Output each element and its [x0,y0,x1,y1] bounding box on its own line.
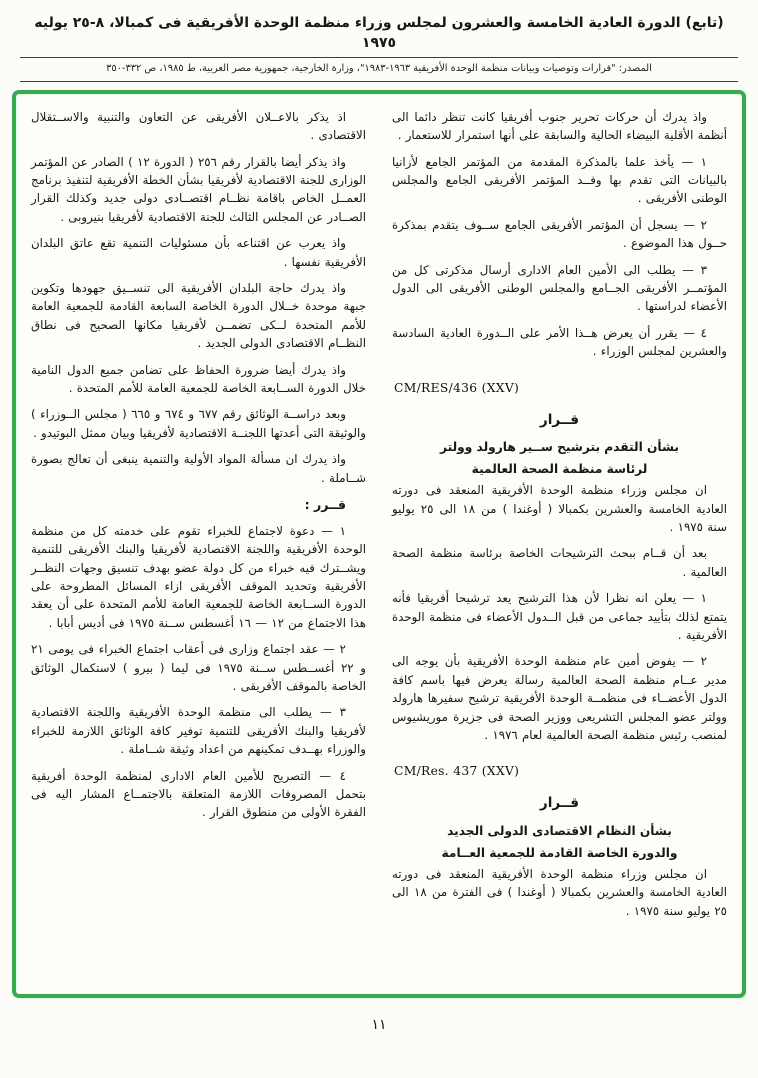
paragraph: ٢ — عقد اجتماع وزارى فى أعقاب اجتماع الخبراء فى يومى ٢١ و ٢٢ أغســطس ســنة ١٩٧٥ فى ليما ( بيرو ) لاستكمال الوثائق الخاصة بالموقف الأفريقى . [31,642,366,694]
resolution-437-heading: قــرار [539,795,580,812]
paragraph: وبعد دراســة الوثائق رقم ٦٧٧ و ٦٧٤ و ٦٦٥ ( مجلس الــوزراء ) والوثيقة التى أعدتها اللجنــة الاقتصادية لأفريقيا وبيان ممثل البوتيدو . [31,407,366,440]
paragraph: ٤ — التصريح للأمين العام الادارى لمنظمة الوحدة أفريقية بتحمل المصروفات اللازمة المتعلقة بالاجتمــاع المشار اليه فى الفقرة الأولى من منطوق القرار . [31,768,366,820]
header-divider-top [20,57,738,58]
page-footer [12,1014,746,1033]
document-title: (تابع) الدورة العادية الخامسة والعشرون لمجلس وزراء منظمة الوحدة الأفريقية فى كمبالا، ٨-٢٥ يوليه ١٩٧٥ [34,15,724,51]
paragraph: ان مجلس وزراء منظمة الوحدة الأفريقية المنعقد فى دورته العادية الخامسة والعشرين بكمبالا ( أوغندا ) من ١٨ الى ٢٥ يوليو سنة ١٩٧٥ . [392,483,727,535]
resolution-437-subtitle-line-2: والدورة الخاصة القادمة للجمعية العــامة [441,845,678,860]
document-header [12,14,746,82]
resolution-code-436: CM/RES/436 (XXV) [394,380,520,395]
header-divider-bottom [20,81,738,82]
paragraph: ٢ — يفوض أمين عام منظمة الوحدة الأفريقية بأن يوجه الى مدير عــام منظمة الصحة العالمية رسالة يعرض فيها باسم كافة الدول الأعضــاء فى منظمــة الوحدة الأفريقية ترشيح سفيرها هارولد وولتر عضو المجلس التشريعى ووزير الصحة فى جزيرة موريشيوس لمنصب رئيس منظمة الصحة العالمية لعام ١٩٧٦ . [392,654,727,742]
paragraph: ٢ — يسجل أن المؤتمر الأفريقى الجامع ســوف يتقدم بمذكرة حــول هذا الموضوع . [392,217,727,251]
paragraph: ٣ — يطلب الى منظمة الوحدة الأفريقية واللجنة الاقتصادية لأفريقيا والبنك الأفريقى للتنمية توفير كافة الوثائق اللازمة للخبراء والوزراء بهــدف تمكينهم من اعداد وثيقة شــاملة . [31,705,366,757]
paragraph: ٤ — يقرر أن يعرض هــذا الأمر على الــدورة العادية السادسة والعشرين لمجلس الوزراء . [392,325,727,359]
column-right [392,108,727,984]
paragraph: واذ يذكر أيضا بالقرار رقم ٢٥٦ ( الدورة ١٢ ) الصادر عن المؤتمر الوزارى للجنة الاقتصادية لأفريقيا بشأن الخطة الأفريقية لتنفيذ برنامج العمــل الخاص باقامة نظــام اقتصــادى دولى جديد وكذلك القرار الصــادر عن المجلس الثالث للجنة الاقتصادية لأفريقيا بنيروبى . [31,154,366,224]
paragraph: واذ يدرك ان مسألة المواد الأولية والتنمية ينبغى أن تعالج بصورة شــاملة . [31,452,366,485]
paragraph: ان مجلس وزراء منظمة الوحدة الأفريقية المنعقد فى دورته العادية الخامسة والعشرين بكمبالا ( أوغندا ) فى الفترة من ١٨ الى ٢٥ يوليو سنة ١٩٧٥ . [392,866,727,918]
paragraph: اذ يذكر بالاعــلان الأفريقى عن التعاون والتنبية والاســتقلال الاقتصادى . [31,109,366,143]
paragraph: واذ يدرك أن حركات تحرير جنوب أفريقيا كانت تنظر دائما الى أنظمة الأقلية البيضاء الحالية والسابقة على أنها استمرار للاستعمار . [392,109,727,143]
paragraph: ١ — يعلن انه نظرا لأن هذا الترشيح يعد ترشيحا أفريقيا فأنه يتمتع لذلك بتأييد جماعى من قبل الــدول الأعضاء فى منظمة الوحدة الأفريقية . [392,591,727,642]
paragraph: واذ يدرك حاجة البلدان الأفريقية الى تنســيق جهودها وتكوين جبهة موحدة خــلال الدورة الخاصة السابعة القادمة للجمعية العامة للأمم المتحدة لــكى تضمــن لأفريقيا مكانها الصحيح فى نطاق النظــام الاقتصادى الدولى الجديد . [31,281,366,351]
content-border-box [12,90,746,998]
source-note: المصدر: "قرارات وتوصيات وبيانات منظمة الوحدة الأفريقية ١٩٦٣-١٩٨٣"، وزارة الخارجية، جمهورية مصر العربية، ط ١٩٨٥، ص ٣٣٢-٣٥٠ [106,63,652,75]
two-column-layout [31,108,727,984]
paragraph: ١ — دعوة لاجتماع للخبراء تقوم على خدمته كل من منظمة الوحدة الأفريقية واللجنة الاقتصادية لأفريقيا والبنك الأفريقى للتنمية ويشــترك فيه خبراء من كل دولة عضو بهدف تنسيق وجهات النظــر الأفريقية وتحديد الموقف الأفريقى ازاء المسائل المطروحة على الدورة الســابعة الخاصة للجمعية العامة للأمم المتحدة على أن يعقد هذا الاجتماع من ١٢ — ١٦ أغسطس ســنة ١٩٧٥ فى أديس أبابا . [31,523,366,630]
paragraph: واذ يدرك أيضا ضرورة الحفاظ على تضامن جميع الدول النامية خلال الدورة الســابعة الخاصة للجمعية العامة للأمم المتحدة . [31,362,366,395]
resolution-code-437: CM/Res. 437 (XXV) [394,764,520,779]
column-left [31,108,366,984]
resolution-436-subtitle-line-1: بشأن التقدم بترشيح ســير هارولد وولتر [440,439,679,454]
paragraph: واذ يعرب عن اقتناعه بأن مسئوليات التنمية تقع عاتق البلدان الأفريقية نفسها . [31,236,366,269]
page-number: ١١ [371,1016,387,1033]
decision-label: قــرر : [304,496,346,512]
paragraph: بعد أن قــام ببحث الترشيحات الخاصة برئاسة منظمة الصحة العالمية . [392,546,727,579]
resolution-436-heading: قــرار [539,411,580,428]
paragraph: ٣ — يطلب الى الأمين العام الادارى أرسال مذكرتى كل من المؤتمــر الأفريقى الجــامع والمجلس الوطنى الأفريقى الى الدول الأعضاء لدراستها . [392,262,727,314]
paragraph: ١ — يأخذ علما بالمذكرة المقدمة من المؤتمر الجامع لأزانيا بالبيانات التى تقدم بها وفــد المؤتمر الأفريقى الجامع والمجلس الوطنى الأفريقى . [392,154,727,206]
resolution-437-subtitle-line-1: بشأن النظام الاقتصادى الدولى الجديد [447,823,672,838]
resolution-436-subtitle-line-2: لرئاسة منظمة الصحة العالمية [471,462,648,477]
